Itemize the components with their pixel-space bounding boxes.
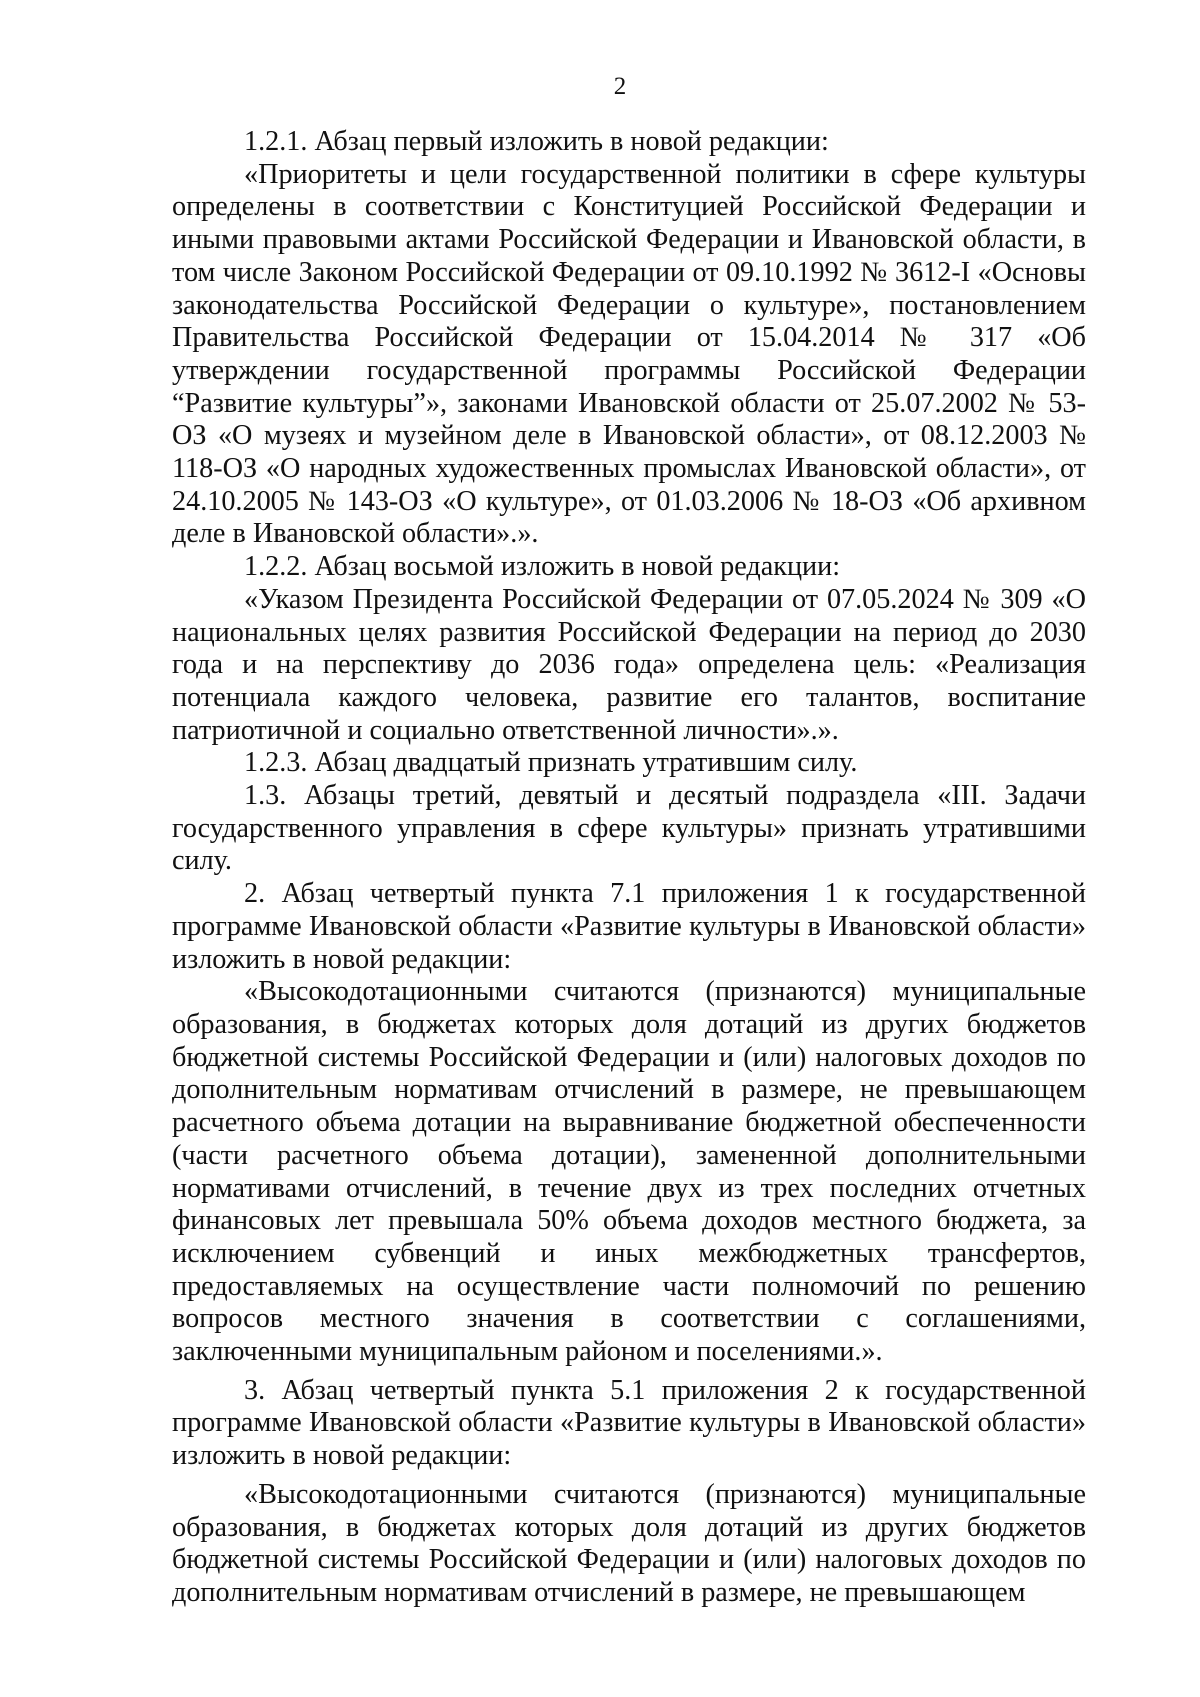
paragraph-priorities-quote: «Приоритеты и цели государственной политики в сфере культуры определены в соответствии с Конституцией Российской Федерации и иными правовыми актами Российской Федерации и Ивановской области, в том числе Законом Российской Федерации от 09.10.1992 № 3612-I «Основы законодательства Российской Федерации о культуре», постановлением Правительства Российской Федерации от 15.04.2014 № 317 «Об утверждении государственной программы Российской Федерации “Развитие культуры”», законами Ивановской области от 25.07.2002 № 53-ОЗ «О музеях и музейном деле в Ивановской области», от 08.12.2003 № 118-ОЗ «О народных художественных промыслах Ивановской области», от 24.10.2005 № 143-ОЗ «О культуре», от 01.03.2006 № 18-ОЗ «Об архивном деле в Ивановской области».».: [172, 158, 1086, 550]
paragraph-1-2-2-heading: 1.2.2. Абзац восьмой изложить в новой редакции:: [244, 551, 841, 583]
paragraph-1-3: 1.3. Абзацы третий, девятый и десятый подраздела «III. Задачи государственного управления в сфере культуры» признать утратившими силу.: [172, 780, 1086, 877]
paragraph-subsidized-quote-2: «Высокодотационными считаются (признаются) муниципальные образования, в бюджетах которых доля дотаций из других бюджетов бюджетной системы Российской Федерации и (или) налоговых доходов по дополнительным нормативам отчислений в размере, не превышающем: [172, 1478, 1086, 1608]
document-body: [172, 126, 1086, 1610]
paragraph-decree-quote: «Указом Президента Российской Федерации от 07.05.2024 № 309 «О национальных целях развития Российской Федерации на период до 2030 года и на перспективу до 2036 года» определена цель: «Реализация потенциала каждого человека, развитие его талантов, воспитание патриотичной и социально ответственной личности».».: [172, 583, 1086, 746]
page-number: 2: [613, 73, 627, 100]
paragraph-subsidized-quote-1: «Высокодотационными считаются (признаются) муниципальные образования, в бюджетах которых доля дотаций из других бюджетов бюджетной системы Российской Федерации и (или) налоговых доходов по дополнительным нормативам отчислений в размере, не превышающем расчетного объема дотации на выравнивание бюджетной обеспеченности (части расчетного объема дотации), замененной дополнительными нормативами отчислений, в течение двух из трех последних отчетных финансовых лет превышала 50% объема доходов местного бюджета, за исключением субвенций и иных межбюджетных трансфертов, предоставляемых на осуществление части полномочий по решению вопросов местного значения в соответствии с соглашениями, заключенными муниципальным районом и поселениями.».: [172, 976, 1086, 1368]
paragraph-1-2-1-heading: 1.2.1. Абзац первый изложить в новой редакции:: [244, 126, 829, 157]
paragraph-2-heading: 2. Абзац четвертый пункта 7.1 приложения 1 к государственной программе Ивановской области «Развитие культуры в Ивановской области» изложить в новой редакции:: [172, 878, 1086, 975]
paragraph-1-2-3: 1.2.3. Абзац двадцатый признать утратившим силу.: [244, 747, 858, 779]
paragraph-3-heading: 3. Абзац четвертый пункта 5.1 приложения 2 к государственной программе Ивановской области «Развитие культуры в Ивановской области» изложить в новой редакции:: [172, 1374, 1086, 1472]
